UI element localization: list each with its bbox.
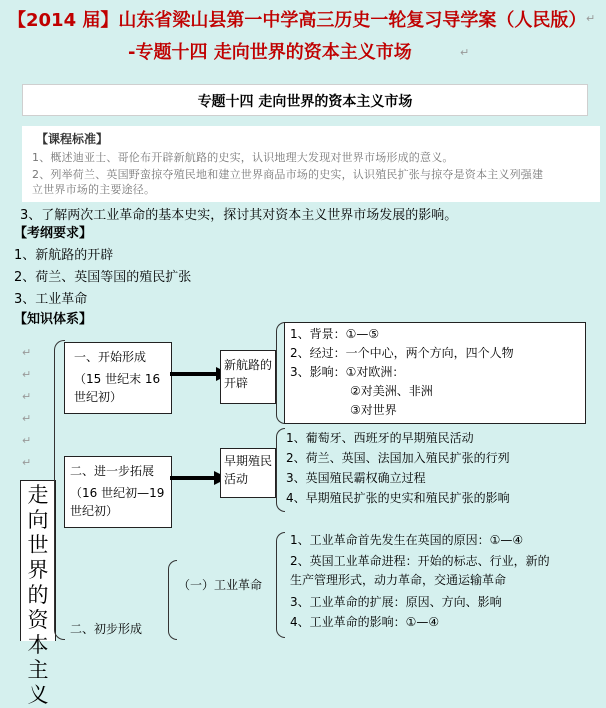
stage-3-name: 二、初步形成	[70, 622, 143, 636]
return-mark-icon: ↵	[22, 390, 32, 403]
stage-2-name: 二、进一步拓展	[70, 464, 155, 478]
return-mark-icon: ↵	[22, 368, 32, 381]
route-detail-5: ③对世界	[350, 403, 397, 417]
industrial-detail-1: 1、工业革命首先发生在英国的原因：①—④	[290, 533, 524, 547]
return-mark-icon: ↵	[22, 456, 32, 469]
return-mark-icon: ↵	[22, 346, 32, 359]
topic-banner	[22, 84, 588, 116]
colonial-detail-2: 2、荷兰、英国、法国加入殖民扩张的行列	[286, 451, 510, 465]
knowledge-title: 【知识体系】	[14, 312, 93, 327]
stage-1-time: （15 世纪末 16 世纪初）	[74, 372, 161, 404]
doc-title-line1: 【2014 届】山东省梁山县第一中学高三历史一轮复习导学案（人民版）	[8, 10, 587, 31]
main-topic-text: 走向世界的资本主义	[27, 483, 49, 707]
colonial-detail-3: 3、英国殖民霸权确立过程	[286, 471, 426, 485]
return-mark-icon: ↵	[586, 12, 596, 25]
stage-2-time: （16 世纪初—19 世纪初）	[70, 486, 165, 518]
return-mark-icon: ↵	[460, 46, 470, 59]
sub-topic-colonial: 早期殖民活动	[224, 454, 273, 486]
industrial-detail-2: 2、英国工业革命进程：开始的标志、行业，新的	[290, 554, 550, 568]
outline-item-1: 1、新航路的开辟	[14, 248, 114, 263]
main-topic-label	[20, 480, 56, 707]
curriculum-line-3: 立世界市场的主要途径。	[32, 183, 156, 196]
sub-topic-industrial: （一）工业革命	[178, 578, 263, 592]
stage-3-brace	[168, 560, 177, 640]
stage-1-name: 一、开始形成	[74, 350, 147, 364]
curriculum-line-1: 1、概述迪亚士、哥伦布开辟新航路的史实，认识地理大发现对世界市场形成的意义。	[32, 151, 454, 164]
banner-title: 专题十四 走向世界的资本主义市场	[197, 94, 413, 110]
sub-topic-route: 新航路的开辟	[224, 358, 273, 390]
doc-title-line2: -专题十四 走向世界的资本主义市场	[128, 42, 412, 63]
industrial-detail-4: 3、工业革命的扩展：原因、方向、影响	[290, 595, 502, 609]
outline-title: 【考纲要求】	[14, 226, 93, 241]
return-mark-icon: ↵	[22, 434, 32, 447]
outline-item-2: 2、荷兰、英国等国的殖民扩张	[14, 270, 192, 285]
industrial-detail-3: 生产管理形式，动力革命，交通运输革命	[290, 573, 507, 587]
outline-item-3: 3、工业革命	[14, 292, 88, 307]
curriculum-line-4: 3、了解两次工业革命的基本史实，探讨其对资本主义世界市场发展的影响。	[20, 208, 458, 223]
colonial-detail-1: 1、葡萄牙、西班牙的早期殖民活动	[286, 431, 474, 445]
colonial-detail-4: 4、早期殖民扩张的史实和殖民扩张的影响	[286, 491, 510, 505]
route-detail-4: ②对美洲、非洲	[350, 384, 433, 398]
route-detail-1: 1、背景：①—⑤	[290, 327, 380, 341]
return-mark-icon: ↵	[22, 412, 32, 425]
curriculum-line-2: 2、列举荷兰、英国野蛮掠夺殖民地和建立世界商品市场的史实，认识殖民扩张与掠夺是资本主义列强建	[32, 168, 544, 181]
industrial-brace	[276, 532, 285, 638]
route-detail-3: 3、影响：①对欧洲：	[290, 365, 405, 379]
colonial-brace	[276, 428, 285, 512]
curriculum-standard-box	[22, 126, 600, 202]
route-detail-2: 2、经过：一个中心，两个方向，四个人物	[290, 346, 514, 360]
industrial-detail-5: 4、工业革命的影响：①—④	[290, 615, 440, 629]
curriculum-title: 【课程标准】	[36, 132, 109, 146]
